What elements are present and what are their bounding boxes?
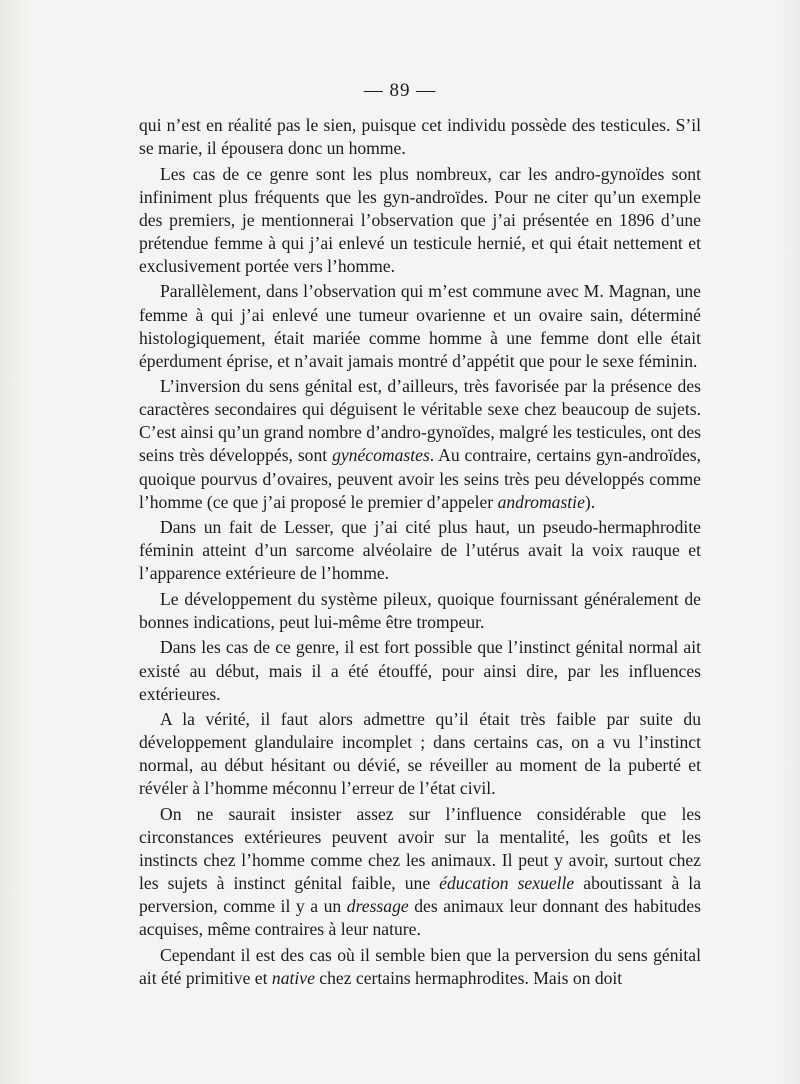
paragraph-8 xyxy=(139,708,701,800)
paragraph-10 xyxy=(139,944,701,990)
paragraph-2 xyxy=(139,163,701,278)
page-number: — 89 — xyxy=(363,80,437,101)
paragraph-7 xyxy=(139,636,701,705)
text-run: Dans les cas de ce genre, il est fort possible que l’instinct génital normal ait existé au début, mais il a été étouffé, pour ainsi dire, par les influences extérieures. xyxy=(139,637,701,704)
text-run: L’inversion du sens génital est, d’ailleurs, très favorisée par la présence des caractères secondaires qui déguisent le véritable sexe chez beaucoup de sujets. C’est ainsi qu’un grand nombre d’andro-gynoïdes, malgré les testicules, ont des seins très développés, sont xyxy=(139,376,701,466)
text-run: A la vérité, il faut alors admettre qu’il était très faible par suite du développement glandulaire incomplet ; dans certains cas, on a vu l’instinct normal, au début hésitant ou dévié, se réveiller au moment de la puberté et révéler à l’homme méconnu l’erreur de l’état civil. xyxy=(139,709,701,799)
paragraph-9 xyxy=(139,803,701,942)
text-run: Les cas de ce genre sont les plus nombreux, car les andro-gynoïdes sont infiniment plus fréquents que les gyn-androïdes. Pour ne citer qu’un exemple des premiers, je mentionnerai l’observation que j’ai présentée en 1896 d’une prétendue femme à qui j’ai enlevé un testicule hernié, et qui était nettement et exclusivement portée vers l’homme. xyxy=(139,163,701,276)
text-run: ). xyxy=(584,491,596,512)
italic-term: dressage xyxy=(346,896,409,917)
text-run: Parallèlement, dans l’observation qui m’est commune avec M. Magnan, une femme à qui j’ai enlevé une tumeur ovarienne et un ovaire sain, déterminé histologiquement, était mariée comme homme à une femme dont elle était éperdument éprise, et n’avait jamais montré d’appétit que pour le sexe féminin. xyxy=(139,281,701,371)
text-run: aboutissant à la perversion, comme il y a un xyxy=(139,873,702,917)
paragraph-4 xyxy=(139,375,701,514)
text-run: des animaux leur donnant des habitudes acquises, même contraires à leur nature. xyxy=(139,896,701,940)
italic-term: gynécomastes xyxy=(332,445,430,466)
italic-term: éducation sexuelle xyxy=(439,873,575,894)
text-run: Dans un fait de Lesser, que j’ai cité plus haut, un pseudo-hermaphrodite féminin atteint d’un sarcome alvéolaire de l’utérus avait la voix rauque et l’apparence extérieure de l’homme. xyxy=(139,517,701,584)
italic-term: andromastie xyxy=(497,491,585,512)
text-run: Cependant il est des cas où il semble bien que la perversion du sens génital ait été primitive et xyxy=(139,944,701,988)
text-run: Le développement du système pileux, quoique fournissant généralement de bonnes indications, peut lui-même être trompeur. xyxy=(139,588,701,632)
body-text xyxy=(139,114,701,992)
paragraph-5 xyxy=(139,516,701,585)
paragraph-6 xyxy=(139,588,701,634)
text-run: qui n’est en réalité pas le sien, puisque cet individu possède des testicules. S’il se marie, il épousera donc un homme. xyxy=(139,115,701,159)
paragraph-1 xyxy=(139,114,701,160)
paragraph-3 xyxy=(139,280,701,372)
italic-term: native xyxy=(271,967,315,988)
text-run: chez certains hermaphrodites. Mais on doit xyxy=(314,967,623,988)
text-run: On ne saurait insister assez sur l’influence considérable que les circonstances extérieures peuvent avoir sur la mentalité, les goûts et les instincts chez l’homme comme chez les animaux. Il peut y avoir, surtout chez les sujets à instinct génital faible, une xyxy=(139,803,701,894)
text-run: . Au contraire, certains gyn-androïdes, quoique pourvus d’ovaires, peuvent avoir les seins très peu développés comme l’homme (ce que j’ai proposé le premier d’appeler xyxy=(139,445,701,512)
